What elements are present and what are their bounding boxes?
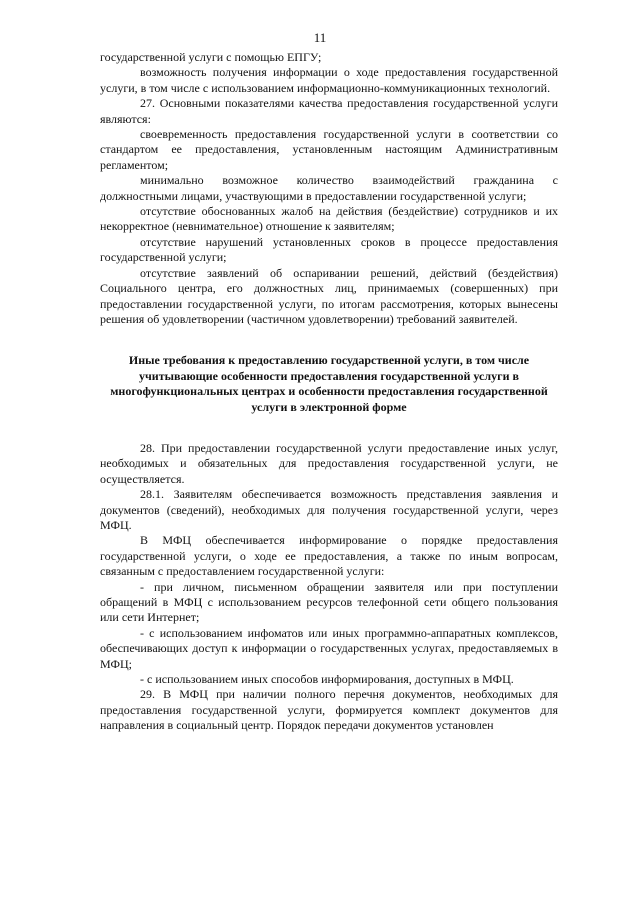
- paragraph: - с использованием инфоматов или иных программно-аппаратных комплексов, обеспечивающих доступ к информации о государственных услугах, предоставляемых в МФЦ;: [100, 625, 558, 671]
- section-heading: Иные требования к предоставлению государственной услуги, в том числе учитывающие особенности предоставления государственной услуги в многофункциональных центрах и особенности предоставления государственной услуги в электронной форме: [110, 353, 548, 414]
- paragraph: отсутствие обоснованных жалоб на действия (бездействие) сотрудников и их некорректное (невнимательное) отношение к заявителям;: [100, 204, 558, 234]
- paragraph: 28.1. Заявителям обеспечивается возможность представления заявления и документов (сведений), необходимых для получения государственной услуги, через МФЦ.: [100, 487, 558, 532]
- paragraph: возможность получения информации о ходе предоставления государственной услуги, в том числе с использованием информационно-коммуникационных технологий.: [100, 65, 558, 95]
- paragraph: 28. При предоставлении государственной услуги предоставление иных услуг, необходимых и обязательных для предоставления государственной услуги, не осуществляется.: [100, 440, 558, 486]
- paragraph: - с использованием иных способов информирования, доступных в МФЦ.: [140, 672, 514, 687]
- paragraph: своевременность предоставления государственной услуги в соответствии со стандартом ее предоставления, установленным настоящим Административным регламентом;: [100, 127, 558, 172]
- paragraph: - при личном, письменном обращении заявителя или при поступлении обращений в МФЦ с использованием ресурсов телефонной сети общего пользования или сети Интернет;: [100, 579, 558, 625]
- paragraph: отсутствие заявлений об оспаривании решений, действий (бездействия) Социального центра, его должностных лиц, принимаемых (совершенных) при предоставлении государственной услуги, по итогам рассмотрения, которых вынесены решения об удовлетворении (частичном удовлетворении) требований заявителей.: [100, 265, 558, 326]
- paragraph: 29. В МФЦ при наличии полного перечня документов, необходимых для предоставления государственной услуги, формируется комплект документов для направления в социальный центр. Порядок передачи документов установлен: [100, 687, 558, 733]
- paragraph: минимально возможное количество взаимодействий гражданина с должностными лицами, участвующими в предоставлении государственной услуги;: [100, 173, 558, 203]
- page-number: 11: [313, 30, 327, 45]
- paragraph: В МФЦ обеспечивается информирование о порядке предоставления государственной услуги, о ходе ее предоставления, а также по иным вопросам, связанным с предоставлением государственной услуги:: [100, 533, 558, 579]
- document-body: [100, 50, 558, 734]
- paragraph: государственной услуги с помощью ЕПГУ;: [100, 50, 322, 64]
- paragraph: отсутствие нарушений установленных сроков в процессе предоставления государственной услуги;: [100, 234, 558, 265]
- paragraph: 27. Основными показателями качества предоставления государственной услуги являются:: [100, 96, 558, 126]
